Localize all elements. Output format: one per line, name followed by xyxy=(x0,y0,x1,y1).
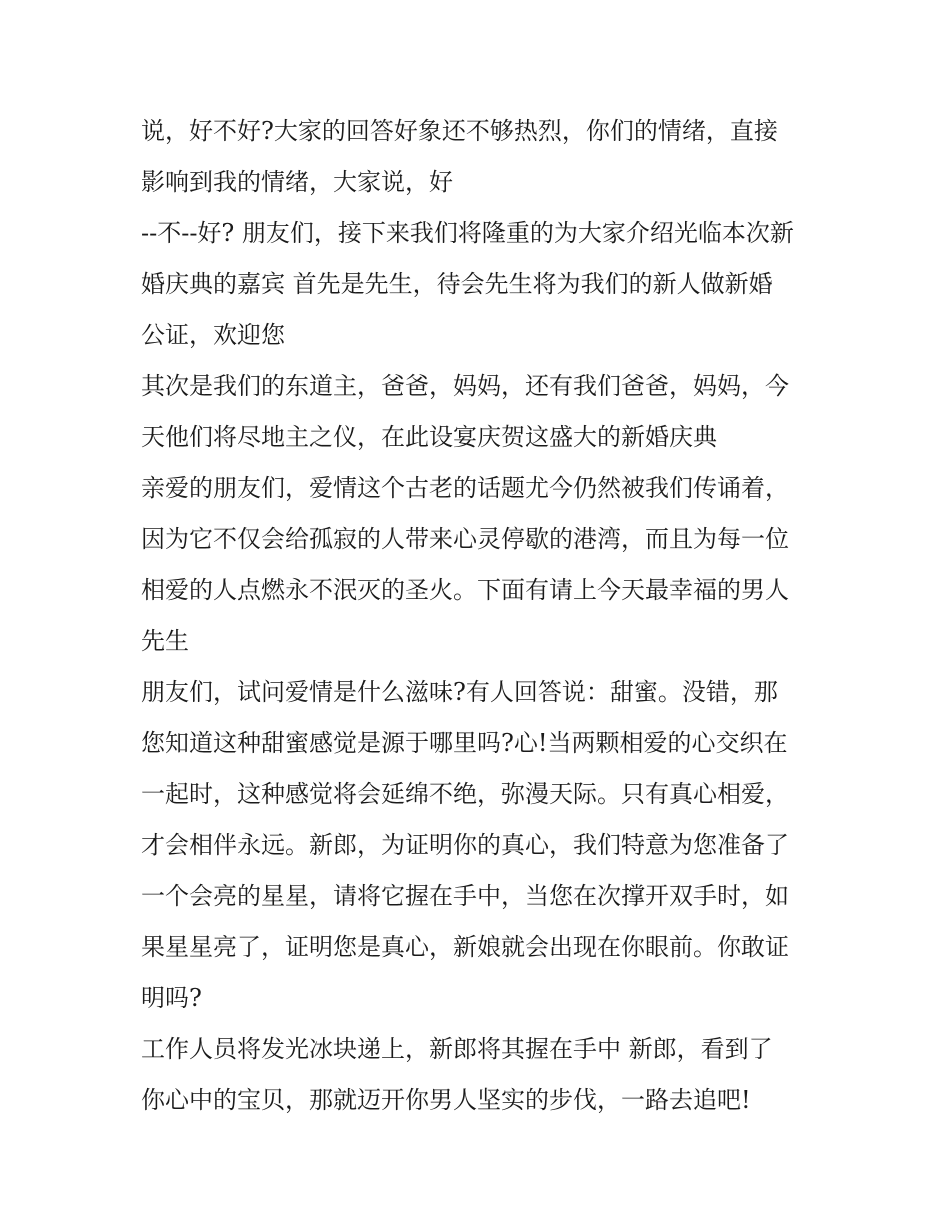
text-line: 公证，欢迎您 xyxy=(141,321,285,349)
text-line: 其次是我们的东道主，爸爸，妈妈，还有我们爸爸，妈妈，今 xyxy=(141,372,789,400)
body-text xyxy=(141,106,821,1126)
text-line: 一个会亮的星星，请将它握在手中，当您在次撑开双手时，如 xyxy=(141,882,789,910)
text-line: 相爱的人点燃永不泯灭的圣火。下面有请上今天最幸福的男人 xyxy=(141,576,789,604)
text-line: 亲爱的朋友们，爱情这个古老的话题尤今仍然被我们传诵着， xyxy=(141,474,789,502)
text-line: 一起时，这种感觉将会延绵不绝，弥漫天际。只有真心相爱， xyxy=(141,780,789,808)
text-line: 工作人员将发光冰块递上，新郎将其握在手中 新郎，看到了 xyxy=(141,1035,773,1063)
text-line: 说，好不好?大家的回答好象还不够热烈，你们的情绪，直接 xyxy=(141,117,778,145)
text-line: 明吗? xyxy=(141,984,202,1012)
text-line: 影响到我的情绪，大家说，好 xyxy=(141,168,453,196)
text-line: 您知道这种甜蜜感觉是源于哪里吗?心!当两颗相爱的心交织在 xyxy=(141,729,788,757)
text-line: 先生 xyxy=(141,627,189,655)
text-line: --不--好? 朋友们，接下来我们将隆重的为大家介绍光临本次新 xyxy=(141,219,794,247)
text-line: 因为它不仅会给孤寂的人带来心灵停歇的港湾，而且为每一位 xyxy=(141,525,789,553)
text-line: 你心中的宝贝，那就迈开你男人坚实的步伐，一路去追吧! xyxy=(141,1086,751,1114)
text-line: 果星星亮了，证明您是真心，新娘就会出现在你眼前。你敢证 xyxy=(141,933,789,961)
text-line: 婚庆典的嘉宾 首先是先生，待会先生将为我们的新人做新婚 xyxy=(141,270,773,298)
text-line: 朋友们，试问爱情是什么滋味?有人回答说：甜蜜。没错，那 xyxy=(141,678,778,706)
text-line: 天他们将尽地主之仪，在此设宴庆贺这盛大的新婚庆典 xyxy=(141,423,717,451)
text-line: 才会相伴永远。新郎，为证明你的真心，我们特意为您准备了 xyxy=(141,831,789,859)
